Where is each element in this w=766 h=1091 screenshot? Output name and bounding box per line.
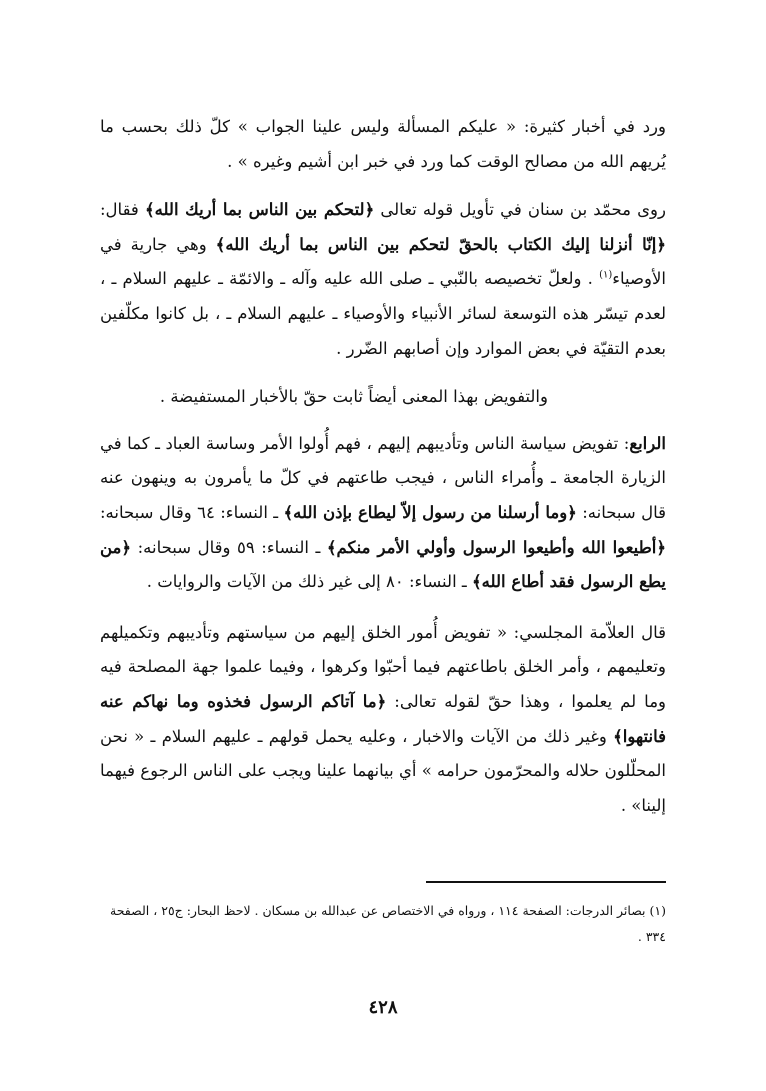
paragraph: [100, 427, 666, 600]
paragraph: [100, 110, 666, 179]
text-segment: ـ النساء: ٥٩ وقال سبحانه:: [131, 537, 327, 557]
paragraph: [100, 616, 666, 824]
text-segment: ورد في أخبار كثيرة: « عليكم المسألة وليس علينا الجواب » كلّ ذلك بحسب ما يُريهم الله من مصالح الوقت كما ورد في خبر ابن أشيم وغيره » .: [100, 117, 666, 171]
quran-quote: ﴿لتحكم بين الناس بما أريك الله﴾: [144, 200, 375, 220]
paragraph: [100, 193, 666, 366]
quran-quote: ﴿وما أرسلنا من رسول إلاّ ليطاع بإذن الله﴾: [283, 502, 577, 522]
text-segment: ـ النساء: ٨٠ إلى غير ذلك من الآيات والروايات .: [146, 572, 472, 592]
quran-quote: ﴿أطيعوا الله وأطيعوا الرسول وأولي الأمر منكم﴾: [326, 537, 666, 557]
paragraph: [100, 380, 666, 415]
quran-quote: ﴿إنّا أنزلنا إليك الكتاب بالحقّ لتحكم بين الناس بما أريك الله﴾: [215, 234, 666, 254]
text-segment: ـ النساء: ٦٤ وقال سبحانه:: [100, 502, 284, 522]
text-segment: قال العلاّمة المجلسي: « تفويض أُمور الخلق إليهم من سياستهم وتأديبهم وتكميلهم وتعليمهم ، وأمر الخلق باطاعتهم فيما أحبّوا وكرهوا ، وفيما علموا جهة المصلحة فيه وما لم يعلموا ، وهذا حقّ لقوله تعالى:: [100, 622, 666, 711]
text-segment: وهي جارية في الأوصياء: [100, 234, 666, 289]
text-segment: والتفويض بهذا المعنى أيضاً ثابت حقّ بالأخبار المستفيضة .: [159, 387, 548, 407]
text-segment: . ولعلّ تخصيصه بالنّبي ـ صلى الله عليه وآله ـ والائمّة ـ عليهم السلام ـ ، لعدم تيسّر هذه التوسعة لسائر الأنبياء والأوصياء ـ عليهم السلام ـ ، بل كانوا مكلّفين بعدم التقيّة في بعض الموارد وإن أصابهم الضّرر .: [100, 269, 666, 358]
text-segment: فقال:: [100, 200, 145, 220]
text-segment: : تفويض سياسة الناس وتأديبهم إليهم ، فهم أُولوا الأمر وساسة العباد ـ كما في الزيارة الجامعة ـ وأُمراء الناس ، فيجب طاعتهم في كلّ ما يأمرون به وينهون عنه قال سبحانه:: [100, 433, 666, 522]
footnote-divider: [426, 881, 666, 883]
page-number: ٤٢٨: [368, 997, 398, 1018]
text-segment: روى محمّد بن سنان في تأويل قوله تعالى: [374, 200, 666, 220]
main-text: [100, 110, 666, 839]
text-segment: وغير ذلك من الآيات والاخبار ، وعليه يحمل قولهم ـ عليهم السلام ـ « نحن المحلّلون حلاله والمحرّمون حرامه » أي بيانهما علينا ويجب على الناس الرجوع فيهما إلينا» .: [100, 726, 666, 815]
footnote-reference: (١): [599, 269, 613, 281]
quran-quote: الرابع: [629, 433, 666, 453]
quran-quote: ﴿من يطع الرسول فقد أطاع الله﴾: [100, 537, 666, 592]
footnote: (١) بصائر الدرجات: الصفحة ١١٤ ، ورواه في الاختصاص عن عبدالله بن مسكان . لاحظ البحار: ج٢٥ ، الصفحة ٣٣٤ .: [110, 903, 666, 944]
quran-quote: ﴿ما آتاكم الرسول فخذوه وما نهاكم عنه فانتهوا﴾: [100, 691, 666, 746]
